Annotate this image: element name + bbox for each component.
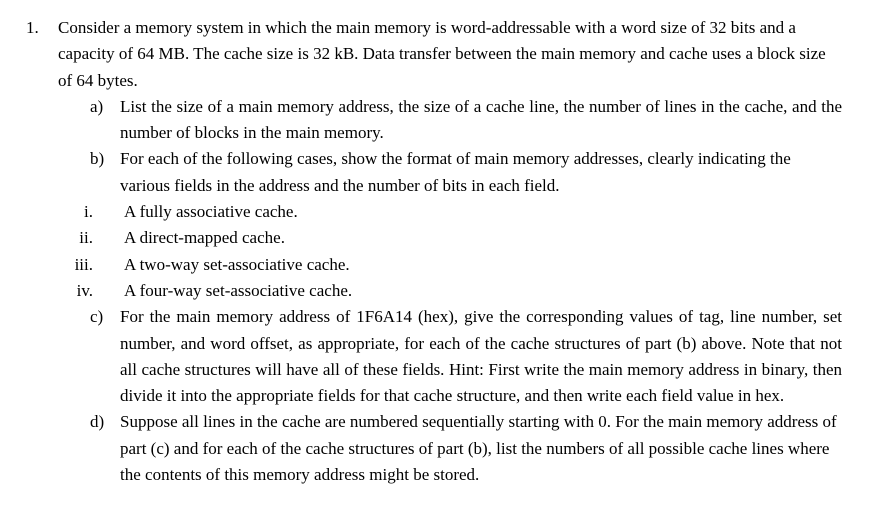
subitem-iii <box>74 252 684 278</box>
part-text: For the main memory address of 1F6A14 (hex), give the corresponding values of tag, line number, set number, and word offset, as appropriate, for each of the cache structures of part (b) above. Note that not all cache structures will have all of these fields. Hint: First write the main memory address in binary, then divide it into the appropriate fields for that cache structure, and then write each field value in hex. <box>120 307 842 406</box>
question-text: Consider a memory system in which the main memory is word-addressable with a word size of 32 bits and a capacity of 64 MB. The cache size is 32 kB. Data transfer between the main memory and cache uses a block size of 64 bytes. <box>58 18 826 90</box>
subitem-text: A fully associative cache. <box>124 202 298 222</box>
subitem-label: i. <box>84 202 93 222</box>
subitem-label: ii. <box>79 228 93 248</box>
part-text: List the size of a main memory address, the size of a cache line, the number of lines in the cache, and the number of blocks in the main memory. <box>120 96 842 143</box>
part-c <box>90 304 842 409</box>
question-parts <box>58 94 842 199</box>
part-label: c) <box>90 307 104 327</box>
part-b <box>90 146 842 199</box>
part-d <box>90 409 842 488</box>
subitem-label: iv. <box>76 280 93 300</box>
subitem-ii <box>79 225 684 251</box>
subitem-text: A four-way set-associative cache. <box>124 280 353 300</box>
subitem-text: A two-way set-associative cache. <box>124 254 350 274</box>
subitem-iv <box>76 278 684 304</box>
question-parts-continued <box>58 304 842 488</box>
part-label: d) <box>90 412 105 432</box>
subitem-i <box>84 199 684 225</box>
part-a <box>90 94 842 147</box>
subitem-text: A direct-mapped cache. <box>124 228 285 248</box>
question-number: 1. <box>26 18 39 37</box>
part-text: For each of the following cases, show the format of main memory addresses, clearly indicating the various fields in the address and the number of bits in each field. <box>120 149 791 195</box>
part-label: a) <box>90 96 104 116</box>
subitem-label: iii. <box>74 254 93 274</box>
part-label: b) <box>90 149 105 169</box>
question-1 <box>26 15 842 94</box>
part-text: Suppose all lines in the cache are numbered sequentially starting with 0. For the main memory address of part (c) and for each of the cache structures of part (b), list the numbers of all possible cache lines where the contents of this memory address might be stored. <box>120 412 837 485</box>
